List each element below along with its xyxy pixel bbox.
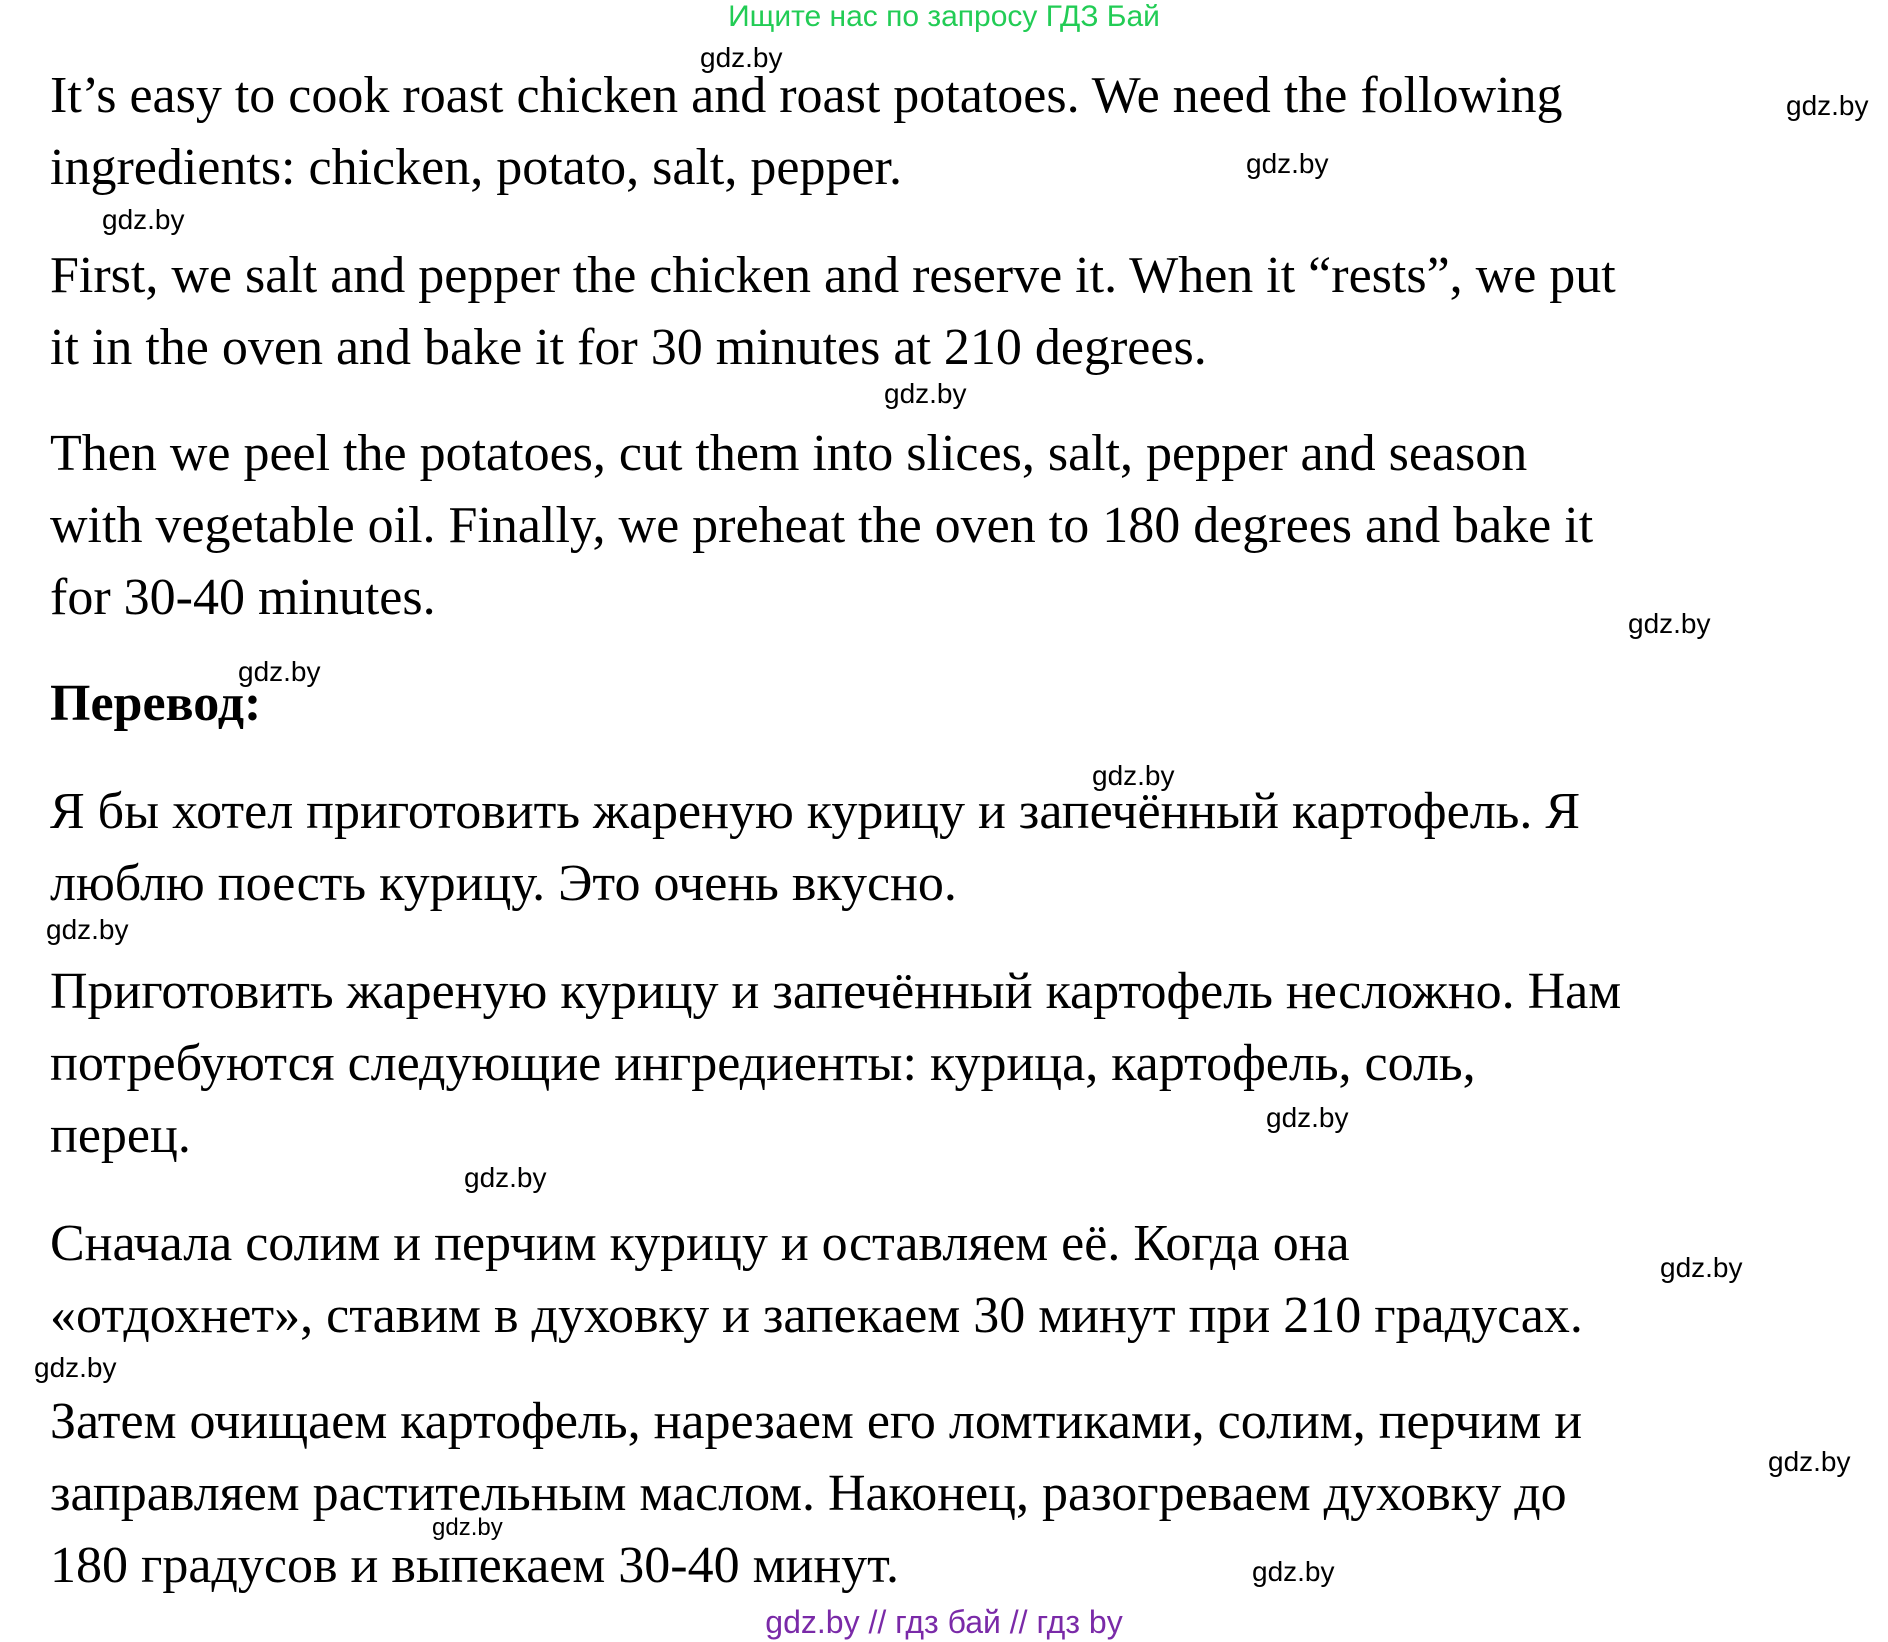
text-line: ingredients: chicken, potato, salt, pepper. bbox=[50, 139, 902, 196]
text-line: 180 градусов и выпекаем 30-40 минут. bbox=[50, 1537, 899, 1594]
text-line: Я бы хотел приготовить жареную курицу и запечённый картофель. Я bbox=[50, 783, 1581, 840]
russian-paragraph-1 bbox=[50, 776, 1850, 920]
english-paragraph-2 bbox=[50, 240, 1850, 384]
russian-paragraph-2 bbox=[50, 956, 1850, 1172]
text-line: «отдохнет», ставим в духовку и запекаем 30 минут при 210 градусах. bbox=[50, 1287, 1583, 1344]
watermark: gdz.by bbox=[1786, 90, 1869, 121]
watermark: gdz.by bbox=[102, 204, 185, 235]
english-paragraph-1 bbox=[50, 60, 1850, 204]
text-line: First, we salt and pepper the chicken and reserve it. When it “rests”, we put bbox=[50, 247, 1616, 304]
watermark: gdz.by bbox=[700, 42, 783, 73]
english-paragraph-3 bbox=[50, 418, 1850, 634]
russian-paragraph-4 bbox=[50, 1386, 1850, 1602]
footer-site-links[interactable]: gdz.by // гдз бай // гдз by bbox=[765, 1604, 1123, 1640]
text-line: It’s easy to cook roast chicken and roast potatoes. We need the following bbox=[50, 67, 1563, 124]
watermark: gdz.by bbox=[1252, 1556, 1335, 1587]
text-line: it in the oven and bake it for 30 minutes at 210 degrees. bbox=[50, 319, 1207, 376]
text-line: Приготовить жареную курицу и запечённый картофель несложно. Нам bbox=[50, 963, 1622, 1020]
watermark: gdz.by bbox=[238, 656, 321, 687]
watermark: gdz.by bbox=[46, 914, 129, 945]
watermark: gdz.by bbox=[1628, 608, 1711, 639]
text-line: потребуются следующие ингредиенты: курица, картофель, соль, bbox=[50, 1035, 1476, 1092]
watermark: gdz.by bbox=[884, 378, 967, 409]
watermark: gdz.by bbox=[1246, 148, 1329, 179]
watermark: gdz.by bbox=[1266, 1102, 1349, 1133]
text-line: перец. bbox=[50, 1107, 191, 1164]
text-line: Then we peel the potatoes, cut them into slices, salt, pepper and season bbox=[50, 425, 1528, 482]
text-line: for 30-40 minutes. bbox=[50, 569, 436, 626]
translation-heading: Перевод: bbox=[50, 675, 262, 732]
text-line: заправляем растительным маслом. Наконец, разогреваем духовку до bbox=[50, 1465, 1567, 1522]
watermark: gdz.by bbox=[1768, 1446, 1851, 1477]
watermark: gdz.by bbox=[464, 1162, 547, 1193]
text-line: Сначала солим и перчим курицу и оставляем её. Когда она bbox=[50, 1215, 1350, 1272]
search-hint-header: Ищите нас по запросу ГДЗ Бай bbox=[728, 0, 1160, 33]
watermark: gdz.by bbox=[34, 1352, 117, 1383]
text-line: люблю поесть курицу. Это очень вкусно. bbox=[50, 855, 957, 912]
text-line: with vegetable oil. Finally, we preheat the oven to 180 degrees and bake it bbox=[50, 497, 1594, 554]
text-line: Затем очищаем картофель, нарезаем его ломтиками, солим, перчим и bbox=[50, 1393, 1583, 1450]
watermark: gdz.by bbox=[1660, 1252, 1743, 1283]
watermark: gdz.by bbox=[432, 1514, 503, 1541]
watermark: gdz.by bbox=[1092, 760, 1175, 791]
russian-paragraph-3 bbox=[50, 1208, 1850, 1352]
